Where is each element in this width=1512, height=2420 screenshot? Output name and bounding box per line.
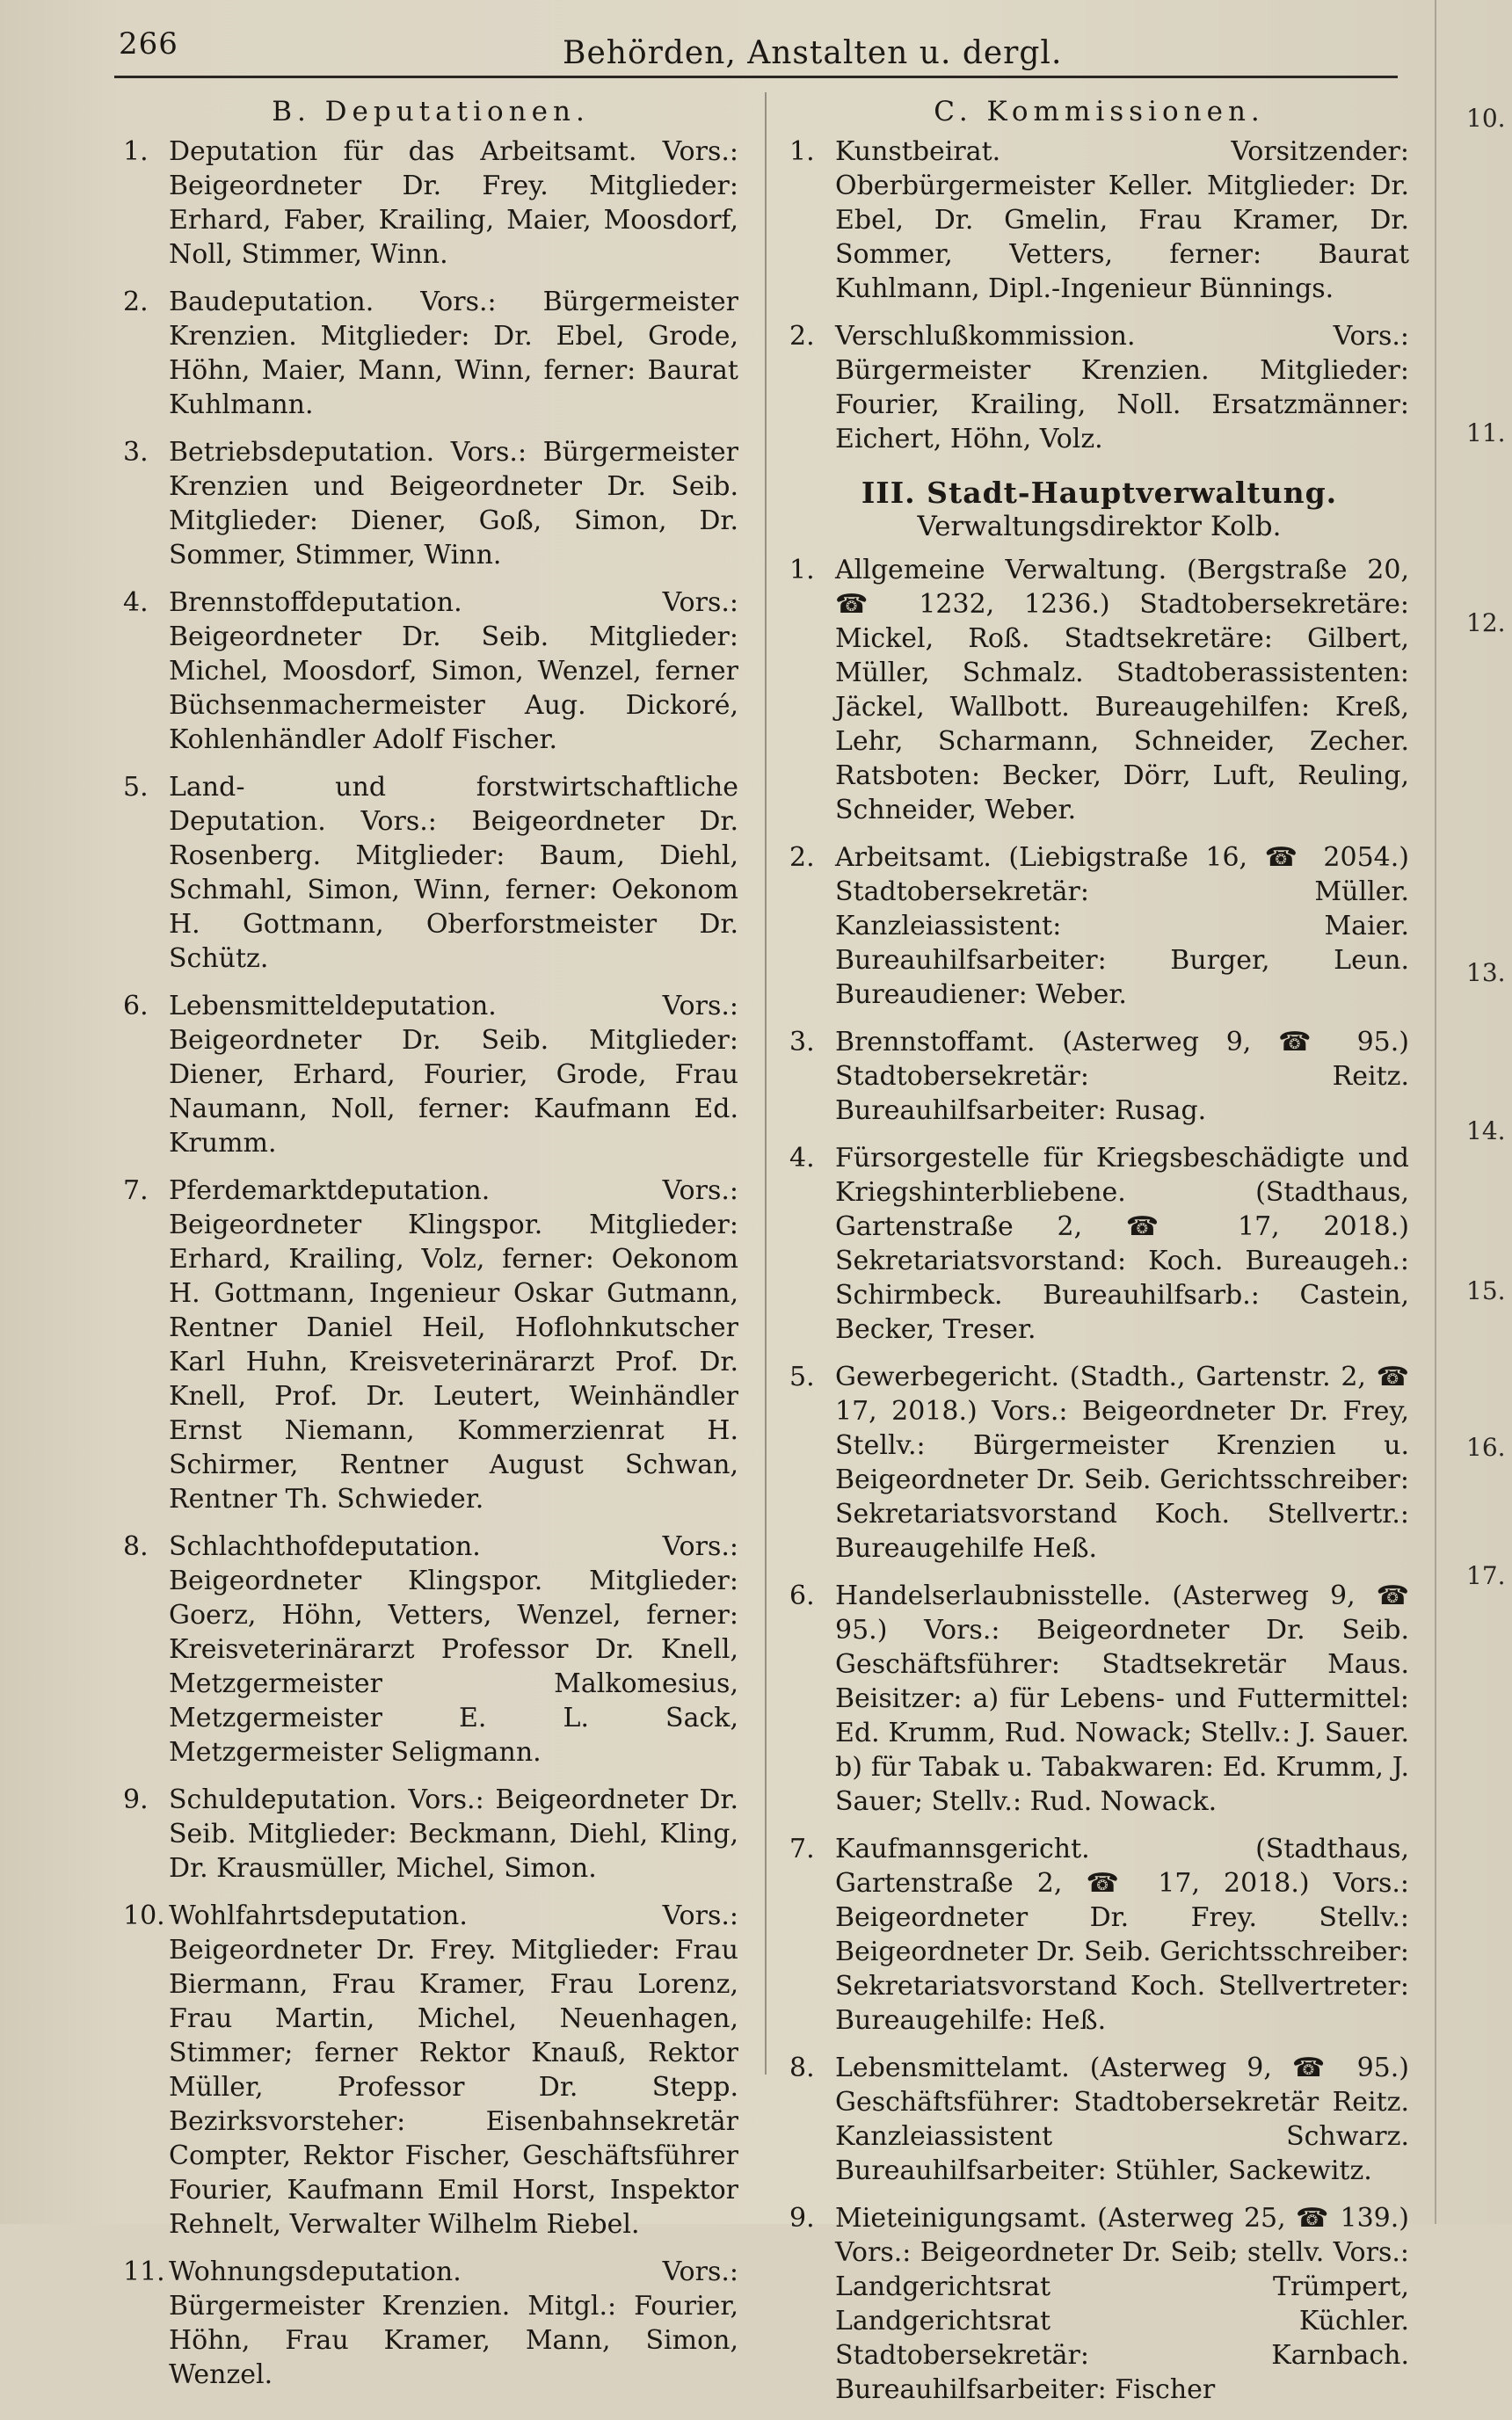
entry-text: Wohlfahrtsdeputation. Vors.: Beigeordneter Dr. Frey. Mitglieder: Frau Biermann, Frau Kramer, Frau Lorenz, Frau Martin, Michel, Neuenhagen, Stimmer; ferner Rektor Knauß, Rektor Müller, Professor Dr. Stepp. Bezirksvorsteher: Eisenbahnsekretär Compter, Rektor Fischer, Geschäftsführer Fourier, Kaufmann Emil Horst, Inspektor Rehnelt, Verwalter Wilhelm Riebel.: [169, 1900, 738, 2240]
entry-number: 8.: [789, 2053, 815, 2083]
entry-number: 4.: [789, 1143, 815, 1174]
entry-number: 1.: [123, 136, 149, 167]
entry-number: 9.: [789, 2203, 815, 2234]
entry-text: Brennstoffamt. (Asterweg 9, ☎ 95.) Stadtobersekretär: Reitz. Bureauhilfsarbeiter: Rusag.: [835, 1027, 1409, 1126]
entry-number: 10.: [123, 1900, 165, 1931]
edge-number: 17.: [1466, 1561, 1506, 1590]
list-item: [789, 2201, 1409, 2407]
edge-number: 12.: [1466, 608, 1506, 637]
entry-number: 7.: [123, 1175, 149, 1206]
entry-text: Allgemeine Verwaltung. (Bergstraße 20, ☎ 1232, 1236.) Stadtobersekretäre: Mickel, Roß. Stadtsekretäre: Gilbert, Müller, Schmalz. Stadtoberassistenten: Jäckel, Wallbott. Bureaugehilfen: Kreß, Lehr, Scharmann, Schneider, Zecher. Ratsboten: Becker, Dörr, Luft, Reuling, Schneider, Weber.: [835, 555, 1409, 825]
entry-text: Mieteinigungsamt. (Asterweg 25, ☎ 139.) Vors.: Beigeordneter Dr. Seib; stellv. Vors.: Landgerichtsrat Trümpert, Landgerichtsrat Küchler. Stadtobersekretär: Karnbach. Bureauhilfsarbeiter: Fischer: [835, 2203, 1409, 2405]
list-item: [123, 2255, 738, 2392]
entry-number: 9.: [123, 1784, 149, 1815]
edge-number: 14.: [1466, 1116, 1506, 1145]
entry-text: Kaufmannsgericht. (Stadthaus, Gartenstraße 2, ☎ 17, 2018.) Vors.: Beigeordneter Dr. Frey. Stellv.: Beigeordneter Dr. Seib. Gerichtsschreiber: Sekretariatsvorstand Koch. Stellvertreter: Bureaugehilfe: Heß.: [835, 1834, 1409, 2036]
entry-number: 5.: [789, 1362, 815, 1392]
entry-text: Gewerbegericht. (Stadth., Gartenstr. 2, ☎ 17, 2018.) Vors.: Beigeordneter Dr. Frey, Stellv.: Bürgermeister Krenzien u. Beigeordneter Dr. Seib. Gerichtsschreiber: Sekretariatsvorstand Koch. Stellvertr.: Bureaugehilfe Heß.: [835, 1362, 1409, 1564]
entry-number: 4.: [123, 587, 149, 618]
entry-number: 2.: [123, 287, 149, 317]
entry-text: Arbeitsamt. (Liebigstraße 16, ☎ 2054.) Stadtobersekretär: Müller. Kanzleiassistent: Maier. Bureauhilfsarbeiter: Burger, Leun. Bureaudiener: Weber.: [835, 842, 1409, 1010]
entry-text: Deputation für das Arbeitsamt. Vors.: Beigeordneter Dr. Frey. Mitglieder: Erhard, Faber, Krailing, Maier, Moosdorf, Noll, Stimmer, Winn.: [169, 136, 738, 270]
list-item: [123, 1783, 738, 1886]
entry-number: 5.: [123, 772, 149, 803]
facing-page-numbers: [1450, 0, 1512, 2224]
edge-number: 10.: [1466, 104, 1506, 133]
left-column: [123, 95, 738, 2405]
list-item: [123, 134, 738, 272]
list-item: [789, 1579, 1409, 1819]
section-heading-kommissionen: C. Kommissionen.: [934, 96, 1265, 127]
edge-number: 16.: [1466, 1433, 1506, 1462]
list-item: [789, 319, 1409, 456]
list-item: [123, 1174, 738, 1516]
list-item: [123, 285, 738, 422]
edge-number: 15.: [1466, 1276, 1506, 1305]
entry-text: Verschlußkommission. Vors.: Bürgermeister Krenzien. Mitglieder: Fourier, Krailing, Noll. Ersatzmänner: Eichert, Höhn, Volz.: [835, 321, 1409, 454]
list-item: [789, 1360, 1409, 1566]
entry-number: 8.: [123, 1531, 149, 1562]
list-item: [123, 435, 738, 572]
list-item: [123, 1899, 738, 2242]
entry-number: 6.: [123, 991, 149, 1021]
entry-number: 2.: [789, 842, 815, 873]
entry-number: 2.: [789, 321, 815, 352]
section-heading-stadt-hauptverwaltung: III. Stadt-Hauptverwaltung.: [861, 476, 1338, 510]
entry-text: Fürsorgestelle für Kriegsbeschädigte und Kriegshinterbliebene. (Stadthaus, Gartenstraße 2, ☎ 17, 2018.) Sekretariatsvorstand: Koch. Bureaugeh.: Schirmbeck. Bureauhilfsarb.: Castein, Becker, Treser.: [835, 1143, 1409, 1345]
entry-number: 3.: [789, 1027, 815, 1057]
entry-text: Pferdemarktdeputation. Vors.: Beigeordneter Klingspor. Mitglieder: Erhard, Krailing, Volz, ferner: Oekonom H. Gottmann, Ingenieur Oskar Gutmann, Rentner Daniel Heil, Hoflohnkutscher Karl Huhn, Kreisveterinärarzt Prof. Dr. Knell, Prof. Dr. Leutert, Weinhändler Ernst Niemann, Kommerzienrat H. Schirmer, Rentner August Schwan, Rentner Th. Schwieder.: [169, 1175, 738, 1515]
running-head: Behörden, Anstalten u. dergl.: [563, 35, 1063, 71]
entry-text: Lebensmitteldeputation. Vors.: Beigeordneter Dr. Seib. Mitglieder: Diener, Erhard, Fourier, Grode, Frau Naumann, Noll, ferner: Kaufmann Ed. Krumm.: [169, 991, 738, 1159]
list-item: [123, 585, 738, 757]
entry-text: Betriebsdeputation. Vors.: Bürgermeister Krenzien und Beigeordneter Dr. Seib. Mitglieder: Diener, Goß, Simon, Dr. Sommer, Stimmer, Winn.: [169, 437, 738, 570]
facing-page-edge: [1435, 0, 1436, 2224]
entry-number: 11.: [123, 2256, 165, 2287]
entry-number: 1.: [789, 555, 815, 585]
section-subheading: Verwaltungsdirektor Kolb.: [917, 511, 1282, 542]
entry-number: 1.: [789, 136, 815, 167]
edge-number: 13.: [1466, 958, 1506, 987]
header-rule: [114, 76, 1398, 78]
right-column: [789, 95, 1409, 2420]
column-divider: [765, 92, 767, 2075]
edge-number: 11.: [1466, 418, 1506, 447]
list-item: [789, 553, 1409, 827]
entry-text: Kunstbeirat. Vorsitzender: Oberbürgermeister Keller. Mitglieder: Dr. Ebel, Dr. Gmelin, Frau Kramer, Dr. Sommer, Vetters, ferner: Baurat Kuhlmann, Dipl.-Ingenieur Bünnings.: [835, 136, 1409, 304]
entry-number: 3.: [123, 437, 149, 468]
list-item: [123, 770, 738, 976]
entry-text: Lebensmittelamt. (Asterweg 9, ☎ 95.) Geschäftsführer: Stadtobersekretär Reitz. Kanzleiassistent Schwarz. Bureauhilfsarbeiter: Stühler, Sackewitz.: [835, 2053, 1409, 2186]
list-item: [123, 989, 738, 1160]
list-item: [789, 840, 1409, 1012]
list-item: [789, 1832, 1409, 2038]
list-item: [123, 1530, 738, 1770]
entry-text: Schuldeputation. Vors.: Beigeordneter Dr. Seib. Mitglieder: Beckmann, Diehl, Kling, Dr. Krausmüller, Michel, Simon.: [169, 1784, 738, 1884]
list-item: [789, 134, 1409, 306]
entry-text: Brennstoffdeputation. Vors.: Beigeordneter Dr. Seib. Mitglieder: Michel, Moosdorf, Simon, Wenzel, ferner Büchsenmachermeister Aug. Dickoré, Kohlenhändler Adolf Fischer.: [169, 587, 738, 755]
list-item: [789, 1141, 1409, 1347]
list-item: [789, 2051, 1409, 2188]
entry-text: Handelserlaubnisstelle. (Asterweg 9, ☎ 95.) Vors.: Beigeordneter Dr. Seib. Geschäftsführer: Stadtsekretär Maus. Beisitzer: a) für Lebens- und Futtermittel: Ed. Krumm, Rud. Nowack; Stellv.: J. Sauer. b) für Tabak u. Tabakwaren: Ed. Krumm, J. Sauer; Stellv.: Rud. Nowack.: [835, 1581, 1409, 1817]
entry-number: 6.: [789, 1581, 815, 1611]
entry-text: Baudeputation. Vors.: Bürgermeister Krenzien. Mitglieder: Dr. Ebel, Grode, Höhn, Maier, Mann, Winn, ferner: Baurat Kuhlmann.: [169, 287, 738, 420]
entry-text: Schlachthofdeputation. Vors.: Beigeordneter Klingspor. Mitglieder: Goerz, Höhn, Vetters, Wenzel, ferner: Kreisveterinärarzt Professor Dr. Knell, Metzgermeister Malkomesius, Metzgermeister E. L. Sack, Metzgermeister Seligmann.: [169, 1531, 738, 1768]
section-heading-deputationen: B. Deputationen.: [272, 96, 590, 127]
entry-text: Land- und forstwirtschaftliche Deputation. Vors.: Beigeordneter Dr. Rosenberg. Mitglieder: Baum, Diehl, Schmahl, Simon, Winn, ferner: Oekonom H. Gottmann, Oberforstmeister Dr. Schütz.: [169, 772, 738, 974]
page-number: 266: [119, 26, 178, 62]
entry-number: 7.: [789, 1834, 815, 1864]
list-item: [789, 1025, 1409, 1128]
page-header: [0, 0, 1512, 84]
entry-text: Wohnungsdeputation. Vors.: Bürgermeister Krenzien. Mitgl.: Fourier, Höhn, Frau Kramer, Mann, Simon, Wenzel.: [169, 2256, 738, 2390]
